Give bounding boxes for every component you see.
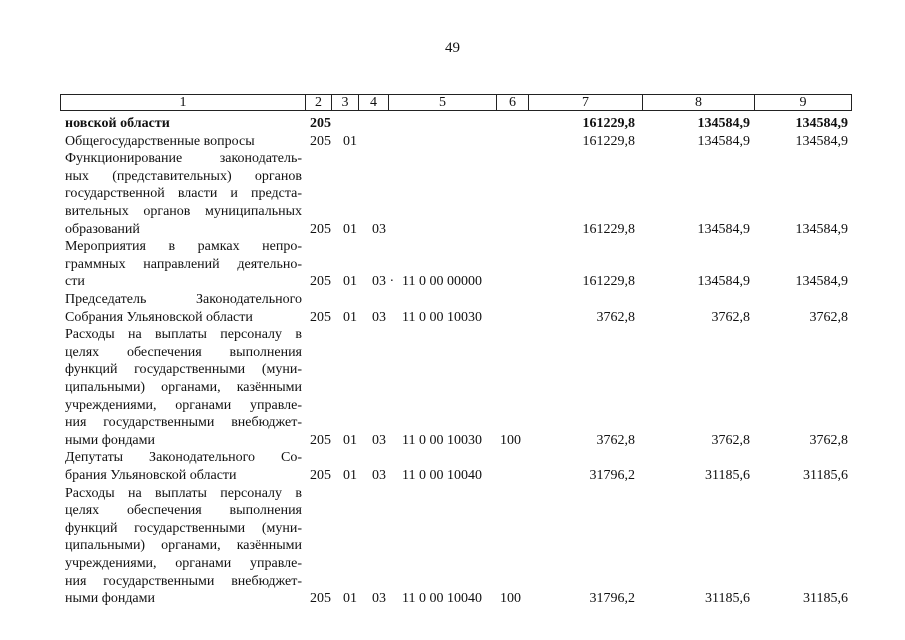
row-text-line: новской области xyxy=(65,116,170,131)
row-cell-c2: 205 xyxy=(310,309,331,325)
table-header xyxy=(60,94,852,111)
row-text-line: функций государственными (муни- xyxy=(65,362,302,378)
row-cell-c3: 01 xyxy=(343,133,357,149)
row-cell-c7: 3762,8 xyxy=(596,432,635,448)
row-cell-c5: 11 0 00 10030 xyxy=(402,309,482,325)
row-cell-c9: 3762,8 xyxy=(809,432,848,448)
row-text-line: ных (представительных) органов xyxy=(65,168,302,184)
row-cell-c7: 3762,8 xyxy=(596,309,635,325)
row-text-line: Функционирование законодатель- xyxy=(65,151,302,167)
header-col-7: 7 xyxy=(529,95,643,110)
row-text-line: образований xyxy=(65,221,140,237)
row-text-line: ния государственными внебюджет- xyxy=(65,573,302,589)
header-col-4: 4 xyxy=(359,95,389,110)
row-cell-c7: 31796,2 xyxy=(589,591,635,607)
row-cell-c6: 100 xyxy=(500,432,521,448)
row-text-line: Расходы на выплаты персоналу в xyxy=(65,485,302,501)
row-text-line: Собрания Ульяновской области xyxy=(65,309,253,325)
row-cell-c5: 11 0 00 00000 xyxy=(402,274,482,290)
row-cell-c8: 3762,8 xyxy=(711,309,750,325)
row-cell-c4: 03 xyxy=(372,221,386,237)
row-cell-c9: 134584,9 xyxy=(795,221,848,237)
row-cell-c9: 3762,8 xyxy=(809,309,848,325)
row-cell-c4: 03 xyxy=(372,309,386,325)
row-cell-c8: 31185,6 xyxy=(705,468,750,483)
row-text-line: целях обеспечения выполнения xyxy=(65,503,302,519)
row-cell-c2: 205 xyxy=(310,274,331,290)
row-cell-c2: 205 xyxy=(310,591,331,607)
row-text-line: ципальными) органами, казёнными xyxy=(65,380,302,395)
row-cell-c9: 31185,6 xyxy=(803,591,848,607)
row-cell-c9: 134584,9 xyxy=(795,116,848,131)
row-text-line: Расходы на выплаты персоналу в xyxy=(65,327,302,343)
row-cell-c9: 134584,9 xyxy=(795,133,848,149)
page-number: 49 xyxy=(445,40,460,56)
row-text-line: целях обеспечения выполнения xyxy=(65,344,302,360)
row-cell-c4: 03 xyxy=(372,468,386,483)
row-text-line: Мероприятия в рамках непро- xyxy=(65,239,302,255)
header-col-6: 6 xyxy=(497,95,529,110)
row-text-line: учреждениями, органами управле- xyxy=(65,397,302,413)
row-cell-c9: 31185,6 xyxy=(803,468,848,483)
row-cell-c2: 205 xyxy=(310,221,331,237)
row-text-line: сти xyxy=(65,274,85,290)
row-cell-c2: 205 xyxy=(310,468,331,483)
row-text-line: граммных направлений деятельно- xyxy=(65,256,302,272)
row-cell-c4: 03 xyxy=(372,432,386,448)
header-col-5: 5 xyxy=(389,95,497,110)
row-cell-c6: 100 xyxy=(500,591,521,607)
header-col-1: 1 xyxy=(61,95,306,110)
row-cell-c9: 134584,9 xyxy=(795,274,848,290)
row-cell-c2: 205 xyxy=(310,133,331,149)
row-cell-c4: 03 · xyxy=(372,274,395,290)
row-cell-c8: 134584,9 xyxy=(697,133,750,149)
row-text-line: брания Ульяновской области xyxy=(65,468,237,483)
row-cell-c3: 01 xyxy=(343,468,357,483)
row-cell-c3: 01 xyxy=(343,274,357,290)
row-text-line: Депутаты Законодательного Со- xyxy=(65,450,302,466)
row-cell-c7: 161229,8 xyxy=(582,221,635,237)
header-col-9: 9 xyxy=(799,95,807,110)
row-cell-c8: 134584,9 xyxy=(697,274,750,290)
row-text-line: ными фондами xyxy=(65,432,156,448)
row-cell-c5: 11 0 00 10030 xyxy=(402,432,482,448)
row-cell-c2: 205 xyxy=(310,432,331,448)
row-cell-c8: 3762,8 xyxy=(711,432,750,448)
row-cell-c7: 31796,2 xyxy=(589,468,635,483)
row-cell-c8: 134584,9 xyxy=(697,116,750,131)
row-cell-c3: 01 xyxy=(343,591,357,607)
row-text-line: ципальными) органами, казёнными xyxy=(65,538,302,554)
row-cell-c7: 161229,8 xyxy=(582,133,635,149)
row-cell-c8: 31185,6 xyxy=(705,591,750,607)
row-text-line: ными фондами xyxy=(65,591,156,607)
row-text-line: учреждениями, органами управле- xyxy=(65,556,302,571)
row-text-line: Общегосударственные вопросы xyxy=(65,133,255,149)
header-col-8: 8 xyxy=(643,95,755,110)
row-cell-c3: 01 xyxy=(343,221,357,237)
row-text-line: вительных органов муниципальных xyxy=(65,204,302,219)
row-cell-c7: 161229,8 xyxy=(582,116,635,131)
row-cell-c5: 11 0 00 10040 xyxy=(402,468,482,483)
row-text-line: государственной власти и предста- xyxy=(65,186,302,202)
header-col-2: 2 xyxy=(306,95,332,110)
row-text-line: функций государственными (муни- xyxy=(65,520,302,536)
row-cell-c4: 03 xyxy=(372,591,386,607)
row-text-line: ния государственными внебюджет- xyxy=(65,415,302,431)
row-cell-c7: 161229,8 xyxy=(582,274,635,290)
header-col-3: 3 xyxy=(332,95,359,110)
row-cell-c5: 11 0 00 10040 xyxy=(402,591,482,607)
row-cell-c3: 01 xyxy=(343,432,357,448)
row-cell-c8: 134584,9 xyxy=(697,221,750,237)
row-text-line: Председатель Законодательного xyxy=(65,292,302,307)
row-cell-c2: 205 xyxy=(310,116,331,131)
row-cell-c3: 01 xyxy=(343,309,357,325)
